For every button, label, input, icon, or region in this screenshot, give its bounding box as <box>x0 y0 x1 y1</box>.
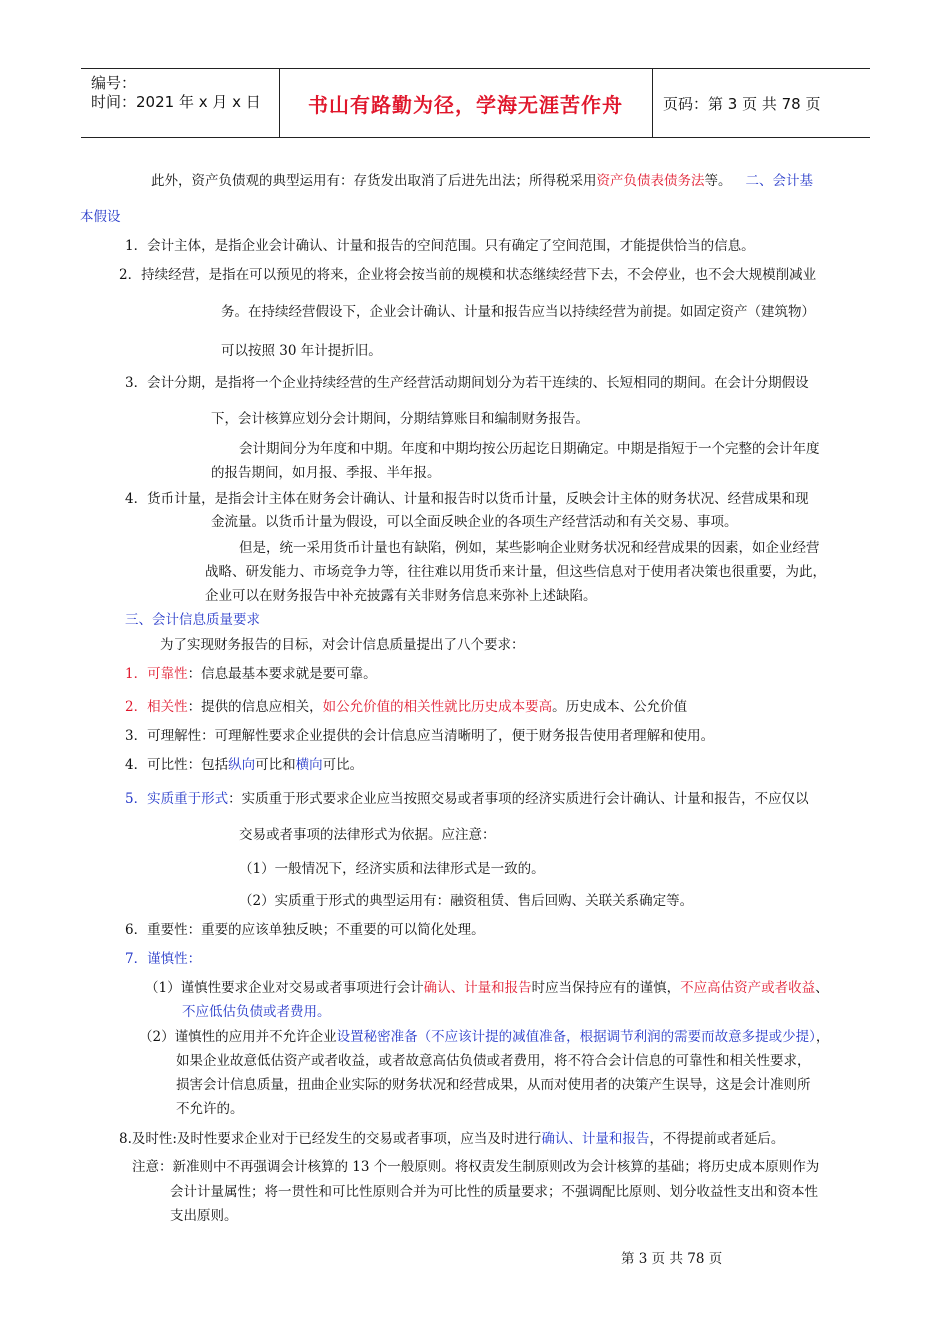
highlight-red: 不应高估资产或者收益 <box>680 980 816 996</box>
section-heading-cont: 本假设 <box>80 209 121 225</box>
paragraph-line: 的报告期间，如月报、季报、半年报。 <box>211 465 441 481</box>
item-title: 1．可靠性 <box>125 666 188 682</box>
highlight-red: 资产负债表债务法 <box>596 173 705 189</box>
list-item <box>119 1130 784 1148</box>
paragraph-line: 企业可以在财务报告中补充披露有关非财务信息来弥补上述缺陷。 <box>205 588 597 604</box>
item-title: 2．相关性 <box>125 699 188 715</box>
text-run: 4．可比性：包括 <box>125 757 229 773</box>
paragraph-line: 4．货币计量，是指会计主体在财务会计确认、计量和报告时以货币计量，反映会计主体的财务状况、经营成果和现 <box>125 491 809 507</box>
paragraph-line <box>145 979 829 997</box>
header-page-cell <box>652 69 870 137</box>
page-footer: 第 3 页 共 78 页 <box>621 1251 723 1267</box>
section-heading: 三、会计信息质量要求 <box>125 612 260 628</box>
paragraph-line <box>151 172 813 190</box>
list-item <box>125 790 809 808</box>
text-run: 可比。 <box>322 757 364 773</box>
paragraph-line: 务。在持续经营假设下，企业会计确认、计量和报告应当以持续经营为前提。如固定资产（建筑物） <box>221 304 815 320</box>
paragraph-line: （1）一般情况下，经济实质和法律形式是一致的。 <box>239 861 545 877</box>
section-heading: 二、会计基 <box>745 173 813 189</box>
paragraph-line: 但是，统一采用货币计量也有缺陷，例如，某些影响企业财务状况和经营成果的因素，如企业经营 <box>239 540 820 556</box>
note-line: 会计计量属性；将一贯性和可比性原则合并为可比性的质量要求；不强调配比原则、划分收益性支出和资本性 <box>170 1184 818 1200</box>
item-title: 5．实质重于形式 <box>125 791 229 807</box>
list-item: 6．重要性：重要的应该单独反映；不重要的可以简化处理。 <box>125 922 485 938</box>
highlight-red: 如公允价值的相关性就比历史成本要高 <box>322 699 553 715</box>
paragraph-line: 不允许的。 <box>176 1101 244 1117</box>
list-item: 3．可理解性：可理解性要求企业提供的会计信息应当清晰明了，便于财务报告使用者理解和使用。 <box>125 728 715 744</box>
motto: 书山有路勤为径，学海无涯苦作舟 <box>308 92 623 117</box>
paragraph-line: 可以按照 30 年计提折旧。 <box>221 343 382 359</box>
text-run: 可比和 <box>255 757 296 773</box>
header-motto-cell <box>279 69 653 137</box>
paragraph-line: 如果企业故意低估资产或者收益，或者故意高估负债或者费用，将不符合会计信息的可靠性和相关性要求， <box>176 1053 811 1069</box>
highlight-blue: 纵向 <box>228 757 256 773</box>
page-number-label: 页码：第 3 页 共 78 页 <box>663 94 821 113</box>
page-header <box>81 68 870 138</box>
paragraph-line: 损害会计信息质量，扭曲企业实际的财务状况和经营成果，从而对使用者的决策产生误导，这是会计准则所 <box>176 1077 811 1093</box>
highlight-blue: 横向 <box>295 757 323 773</box>
highlight-red: 确认、计量和报告 <box>423 980 532 996</box>
paragraph-line: 不应低估负债或者费用。 <box>182 1004 331 1020</box>
text-run: 8.及时性:及时性要求企业对于已经发生的交易或者事项，应当及时进行 <box>119 1131 542 1147</box>
text-run: 。历史成本、公允价值 <box>552 699 688 715</box>
code-label: 编号： <box>91 74 137 92</box>
paragraph-line: 为了实现财务报告的目标，对会计信息质量提出了八个要求： <box>160 637 525 653</box>
list-item <box>125 698 687 716</box>
paragraph-line: 会计期间分为年度和中期。年度和中期均按公历起讫日期确定。中期是指短于一个完整的会计年度 <box>239 441 820 457</box>
header-meta-cell <box>81 69 280 137</box>
text-run: ：提供的信息应相关， <box>187 699 323 715</box>
paragraph-line: 交易或者事项的法律形式为依据。应注意： <box>239 827 496 843</box>
text-run: ，不得提前或者延后。 <box>649 1131 785 1147</box>
paragraph-line: 下，会计核算应划分会计期间，分期结算账目和编制财务报告。 <box>211 411 589 427</box>
text-run: 时应当保持应有的谨慎， <box>531 980 681 996</box>
paragraph-line: 3．会计分期，是指将一个企业持续经营的生产经营活动期间划分为若干连续的、长短相同的期间。在会计分期假设 <box>125 375 809 391</box>
highlight-blue: 设置秘密准备（不应该计提的减值准备，根据调节利润的需要而故意多提或少提） <box>336 1029 816 1045</box>
paragraph-line: 2．持续经营，是指在可以预见的将来，企业将会按当前的规模和状态继续经营下去，不会停业，也不会大规模削减业 <box>119 267 817 283</box>
text-run: （1）谨慎性要求企业对交易或者事项进行会计 <box>145 980 424 996</box>
paragraph-line <box>139 1028 829 1046</box>
paragraph-line: 金流量。以货币计量为假设，可以全面反映企业的各项生产经营活动和有关交易、事项。 <box>211 514 738 530</box>
text-run: ：信息最基本要求就是要可靠。 <box>187 666 377 682</box>
item-title: 7．谨慎性： <box>125 951 202 967</box>
text-run: 此外，资产负债观的典型运用有：存货发出取消了后进先出法；所得税采用 <box>151 173 597 189</box>
text-run: ， <box>815 1029 830 1045</box>
paragraph-line: 1．会计主体，是指企业会计确认、计量和报告的空间范围。只有确定了空间范围，才能提供恰当的信息。 <box>125 238 755 254</box>
text-run: 、 <box>815 980 829 996</box>
list-item <box>125 665 377 683</box>
text-run: ：实质重于形式要求企业应当按照交易或者事项的经济实质进行会计确认、计量和报告，不应仅以 <box>228 791 809 807</box>
note-line: 支出原则。 <box>170 1208 238 1224</box>
date-label: 时间：2021 年 x 月 x 日 <box>91 93 261 111</box>
list-item <box>125 756 363 774</box>
text-run: 等。 <box>704 173 732 189</box>
highlight-blue: 确认、计量和报告 <box>541 1131 650 1147</box>
text-run: （2）谨慎性的应用并不允许企业 <box>139 1029 337 1045</box>
paragraph-line: （2）实质重于形式的典型运用有：融资租赁、售后回购、关联关系确定等。 <box>239 893 694 909</box>
note-line: 注意：新准则中不再强调会计核算的 13 个一般原则。将权责发生制原则改为会计核算的基础；将历史成本原则作为 <box>132 1159 820 1175</box>
paragraph-line: 战略、研发能力、市场竞争力等，往往难以用货币来计量，但这些信息对于使用者决策也很重要，为此， <box>205 564 826 580</box>
